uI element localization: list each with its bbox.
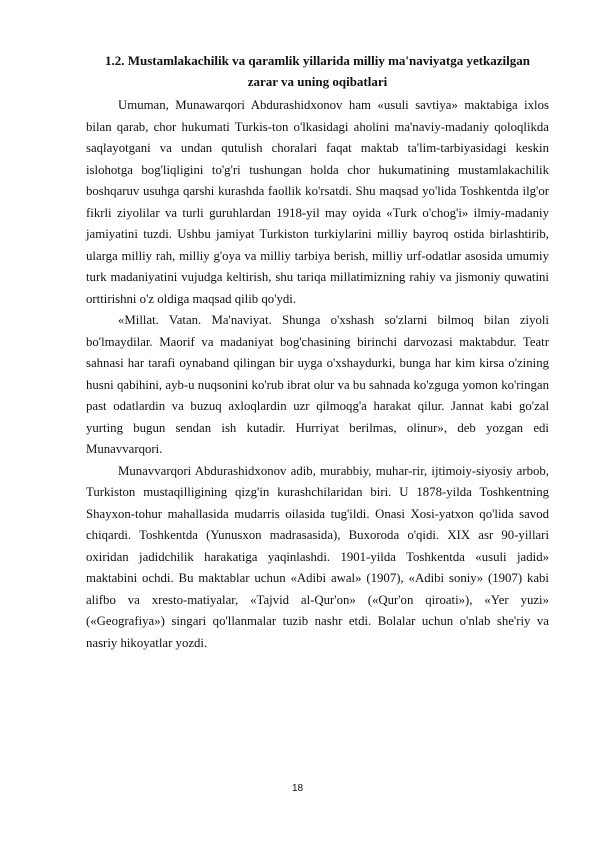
section-heading-line-1: 1.2. Mustamlakachilik va qaramlik yillarida milliy ma'naviyatga yetkazilgan (104, 53, 531, 68)
section-heading-line-2: zarar va uning oqibatlari (247, 74, 388, 89)
paragraph-3: Munavvarqori Abdurashidxonov adib, murabbiy, muhar-rir, ijtimoiy-siyosiy arbob, Turkiston mustaqilligining qizg'in kurashchilaridan biri. U 1878-yilda Toshkentning Shayxon-tohur mahallasida mudarris oilasida tug'ildi. Onasi Xosi-yatxon qo'lida savod chiqardi. Toshkentda (Yunusxon madrasasida), Buxoroda o'qidi. XIX asr 90-yillari oxiridan jadidchilik harakatiga yaqinlashdi. 1901-yilda Toshkentda «usuli jadid» maktabini ochdi. Bu maktablar uchun «Adibi awal» (1907), «Adibi soniy» (1907) kabi alifbo va xresto-matiyalar, «Tajvid al-Qur'on» («Qur'on qiroati»), «Yer yuzi» («Geografiya») singari qo'llanmalar tuzib nashr etdi. Bolalar uchun o'nlab she'riy va nasriy hikoyatlar yozdi. (86, 463, 549, 650)
section-heading (86, 50, 549, 92)
page-number: 18 (291, 783, 304, 794)
paragraph-2: «Millat. Vatan. Ma'naviyat. Shunga o'xshash so'zlarni bilmoq bilan ziyoli bo'lmaydilar. Maorif va madaniyat bog'chasining birinchi darvozasi maktabdur. Teatr sahnasi har tarafi oynaband qilingan bir uyga o'xshaydurki, bunga har kim kirsa o'zining husni qabihini, ayb-u nuqsonini ko'rub ibrat olur va bu sahnada ko'zguga yomon ko'ringan past odatlardin va buzuq axloqlardin uzr qilmoqg'a harakat qilur. Jannat kabi go'zal yurting bugun sendan ish kutadir. Hurriyat berilmas, olinur», deb yozgan edi Munavvarqori. (86, 313, 549, 456)
paragraph-1: Umuman, Munawarqori Abdurashidxonov ham «usuli savtiya» maktabiga ixlos bilan qarab, chor hukumati Turkis-ton o'lkasidagi aholini ma'naviy-madaniy qoloqlikda saqlayotgani va undan qutulish choralari faqat maktab ta'lim-tarbiyasidagi keskin islohotga bog'liqligini to'g'ri tushungan holda chor hukumatining mustamlakachilik boshqaruv usuhga qarshi kurashda faollik ko'rsatdi. Shu maqsad yo'lida Toshkentda ilg'or fikrli ziyolilar va turli guruhlardan 1918-yil may oyida «Turk o'chog'i» ilmiy-madaniy jamiyatini tuzdi. Ushbu jamiyat Turkiston turkiylarini milliy bayroq ostida birlashtirib, ularga milliy rah, milliy g'oya va milliy tarbiya berish, milliy urf-odatlar asosida umumiy turk madaniyatini vujudga keltirish, shu tariqa millatimizning rahiy va jismoniy quwatini orttirishni o'z oldiga maqsad qilib qo'ydi. (86, 98, 549, 306)
document-page (86, 50, 549, 654)
